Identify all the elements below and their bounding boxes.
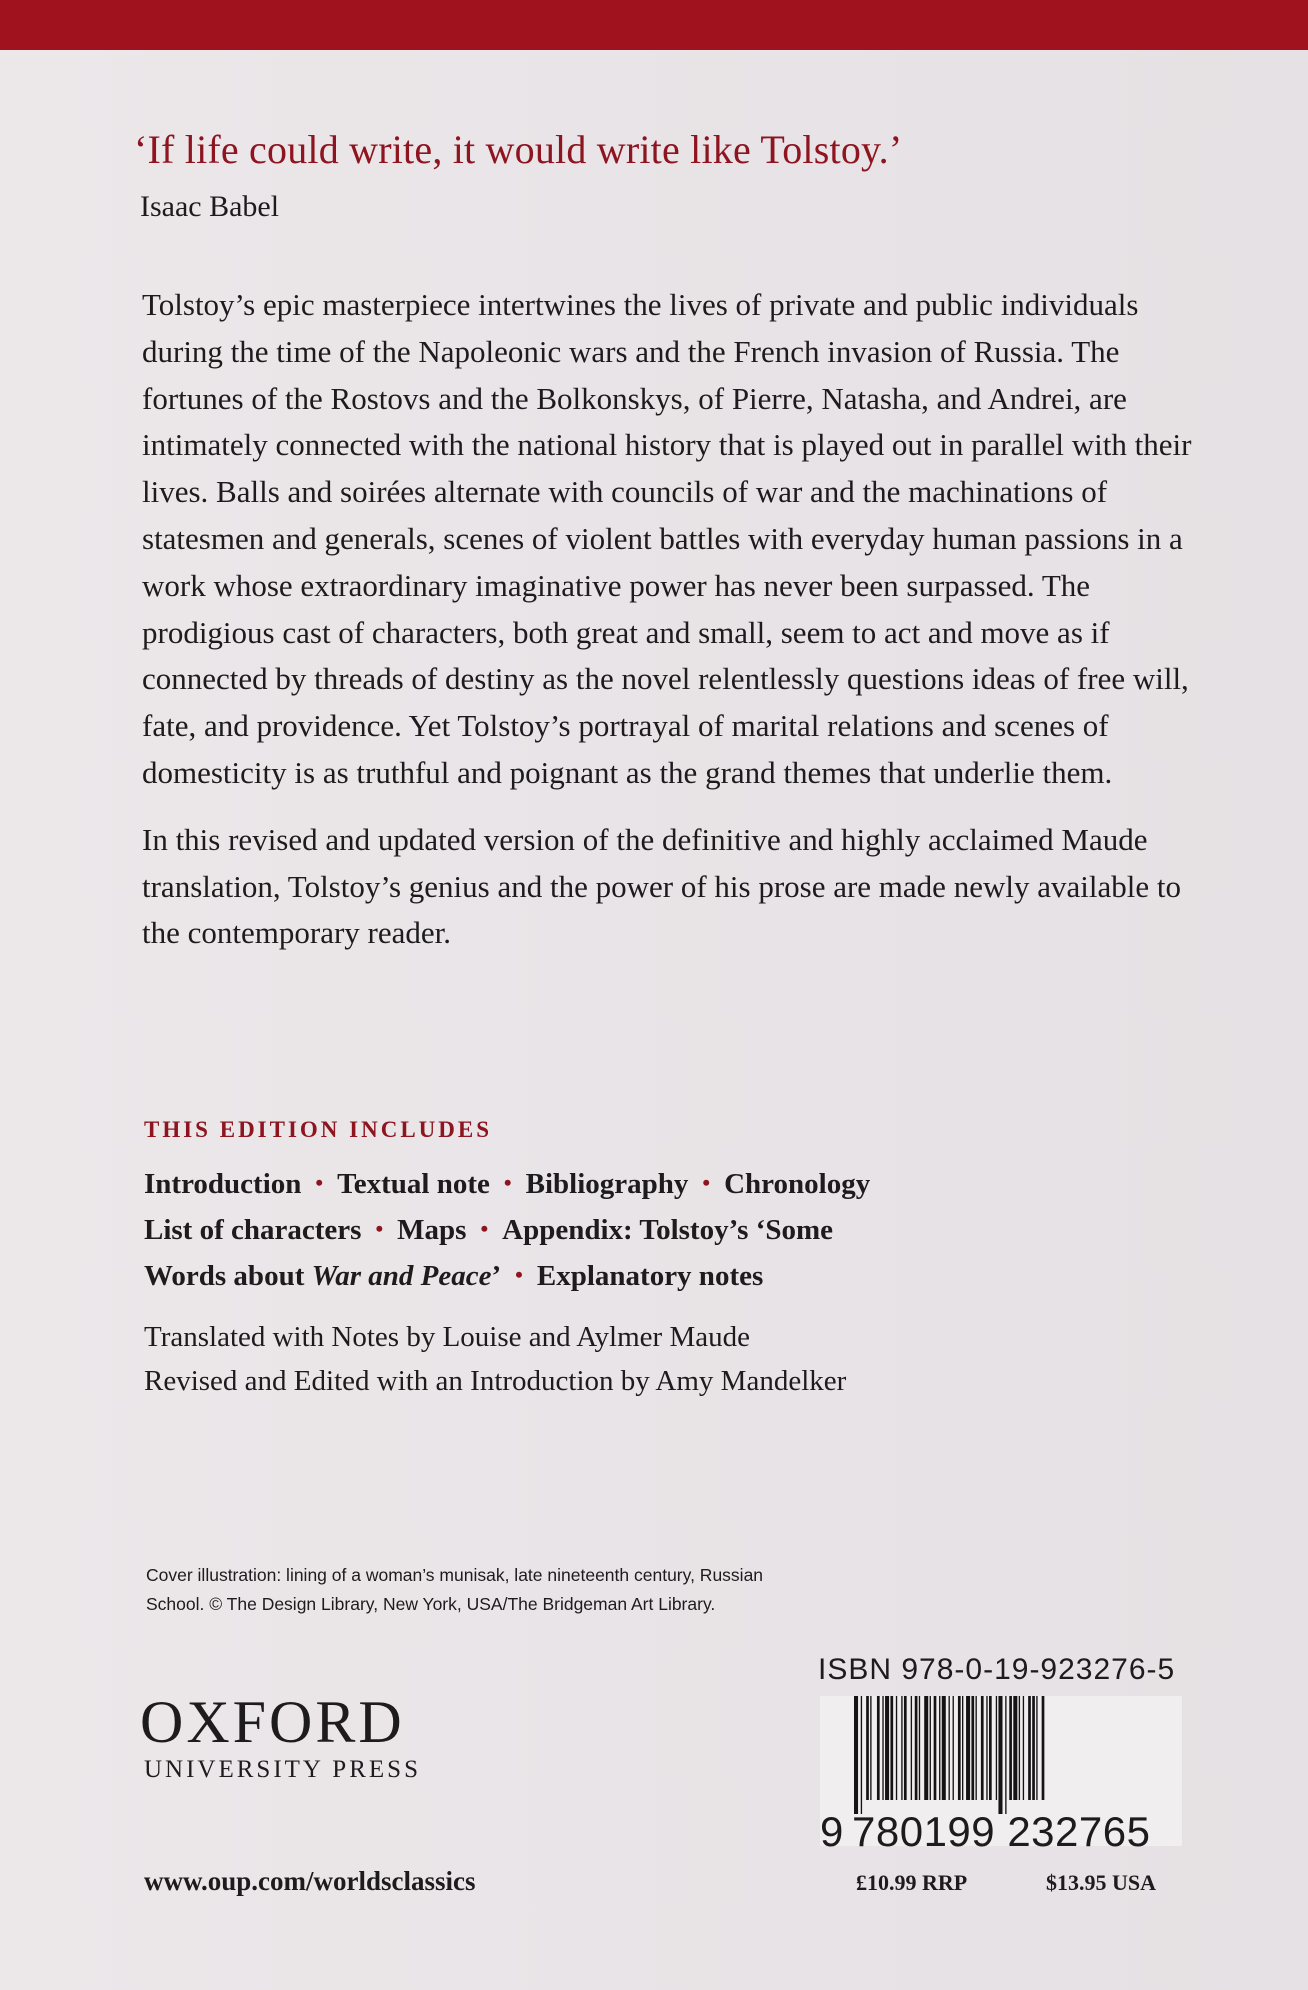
edition-item-title: War and Peace xyxy=(311,1260,492,1292)
description-paragraph: Tolstoy’s epic masterpiece intertwines the lives of private and public individuals during the time of the Napoleonic wars and the French invasion of Russia. The fortunes of the Rostovs and the Bolkonskys, of Pierre, Natasha, and Andrei, are intimately connected with the national history that is played out in parallel with their lives. Balls and soirées alternate with councils of war and the machinations of statesmen and generals, scenes of violent battles with everyday human passions in a work whose extraordinary imaginative power has never been surpassed. The prodigious cast of characters, both great and small, seem to act and move as if connected by threads of destiny as the novel relentlessly questions ideas of free will, fate, and providence. Yet Tolstoy’s portrayal of marital relations and scenes of domesticity is as truthful and poignant as the grand themes that underlie them. xyxy=(142,287,1192,790)
bullet-icon: • xyxy=(315,1170,324,1195)
edition-item: Words about xyxy=(144,1260,312,1292)
barcode-digits: 780199 232765 xyxy=(852,1808,1151,1855)
edition-item: Chronology xyxy=(724,1168,871,1200)
publisher-logo-subtitle: UNIVERSITY PRESS xyxy=(144,1756,421,1783)
barcode-bar xyxy=(1042,1696,1045,1800)
barcode-bar xyxy=(901,1696,902,1800)
barcode-bar xyxy=(989,1696,992,1800)
barcode-bar xyxy=(904,1696,907,1800)
edition-item: ’ xyxy=(491,1260,502,1292)
edition-item: List of characters xyxy=(144,1214,362,1246)
isbn-label: ISBN 978-0-19-923276-5 xyxy=(818,1653,1176,1686)
barcode-bar xyxy=(866,1696,869,1800)
barcode-bar xyxy=(1005,1696,1006,1814)
barcode-bar xyxy=(986,1696,987,1800)
edition-includes-list xyxy=(144,1162,1144,1300)
edition-item: Bibliography xyxy=(525,1168,689,1200)
bullet-icon: • xyxy=(515,1262,523,1287)
barcode-bar xyxy=(976,1696,977,1800)
barcode-bar xyxy=(911,1696,912,1800)
edition-item: Maps xyxy=(397,1214,467,1246)
credits xyxy=(144,1315,846,1403)
barcode-bar xyxy=(958,1696,961,1800)
barcode-first-digit: 9 xyxy=(820,1808,844,1855)
barcode-bar xyxy=(942,1696,946,1800)
barcode-bar xyxy=(896,1696,897,1800)
barcode-bar xyxy=(998,1696,1002,1814)
edition-item: Introduction xyxy=(144,1168,302,1200)
barcode-bar xyxy=(966,1696,970,1800)
barcode-bar xyxy=(1023,1696,1024,1800)
blurb-quote: ‘If life could write, it would write like Tolstoy.’ xyxy=(134,127,903,172)
barcode-bar xyxy=(854,1696,858,1814)
edition-item: Explanatory notes xyxy=(536,1260,764,1292)
edition-item: Appendix: Tolstoy’s ‘Some xyxy=(502,1214,834,1246)
bullet-icon: • xyxy=(702,1170,711,1195)
bullet-icon: • xyxy=(503,1170,512,1195)
barcode-bar xyxy=(934,1696,937,1800)
barcode-bar xyxy=(996,1696,997,1800)
barcode-bar xyxy=(1032,1696,1035,1800)
publisher-website: www.oup.com/worldsclassics xyxy=(144,1866,476,1896)
edition-includes-heading: THIS EDITION INCLUDES xyxy=(144,1117,493,1142)
barcode-bar xyxy=(877,1696,880,1800)
edition-includes-row xyxy=(144,1208,1144,1254)
barcode-bar xyxy=(882,1696,883,1800)
barcode-bar xyxy=(953,1696,954,1800)
barcode-bar xyxy=(1036,1696,1037,1800)
barcode-bar xyxy=(915,1696,918,1800)
top-color-band xyxy=(0,0,1308,50)
price-gbp: £10.99 RRP xyxy=(856,1870,968,1895)
editor-credit: Revised and Edited with an Introduction by Amy Mandelker xyxy=(144,1365,847,1397)
cover-illustration-line: Cover illustration: lining of a woman’s munisak, late nineteenth century, Russian xyxy=(146,1565,764,1585)
bullet-icon: • xyxy=(375,1216,384,1241)
barcode-bar xyxy=(1019,1696,1020,1800)
barcode-bar xyxy=(885,1696,889,1800)
bullet-icon: • xyxy=(480,1216,489,1241)
cover-illustration-credit xyxy=(146,1561,926,1619)
publisher-logo: OXFORD xyxy=(140,1689,405,1755)
barcode-bar xyxy=(1028,1696,1031,1800)
barcode-bar xyxy=(861,1696,862,1814)
barcode-bar xyxy=(962,1696,963,1800)
translator-credit: Translated with Notes by Louise and Aylmer Maude xyxy=(144,1321,750,1353)
barcode-bar xyxy=(981,1696,984,1800)
barcode-bar xyxy=(870,1696,871,1800)
barcode-bar xyxy=(949,1696,950,1800)
barcode-bar xyxy=(930,1696,931,1800)
barcode-bar xyxy=(1013,1696,1017,1800)
barcode-bar xyxy=(924,1696,928,1800)
book-description xyxy=(142,282,1222,977)
description-paragraph: In this revised and updated version of the definitive and highly acclaimed Maude translation, Tolstoy’s genius and the power of his prose are made newly available to the contemporary reader. xyxy=(142,821,1181,951)
barcode-bar xyxy=(919,1696,920,1800)
barcode-bar xyxy=(1009,1696,1012,1800)
price-usd: $13.95 USA xyxy=(1046,1870,1157,1895)
edition-includes-row xyxy=(144,1254,1144,1300)
edition-includes-row xyxy=(144,1162,1144,1208)
edition-item: Textual note xyxy=(337,1168,490,1200)
barcode-bar xyxy=(939,1696,940,1800)
barcode-bar xyxy=(890,1696,893,1800)
barcode-bar xyxy=(971,1696,974,1800)
barcode-icon xyxy=(820,1696,1182,1814)
cover-illustration-line: School. © The Design Library, New York, USA/The Bridgeman Art Library. xyxy=(146,1594,716,1614)
blurb-quote-author: Isaac Babel xyxy=(140,190,280,223)
